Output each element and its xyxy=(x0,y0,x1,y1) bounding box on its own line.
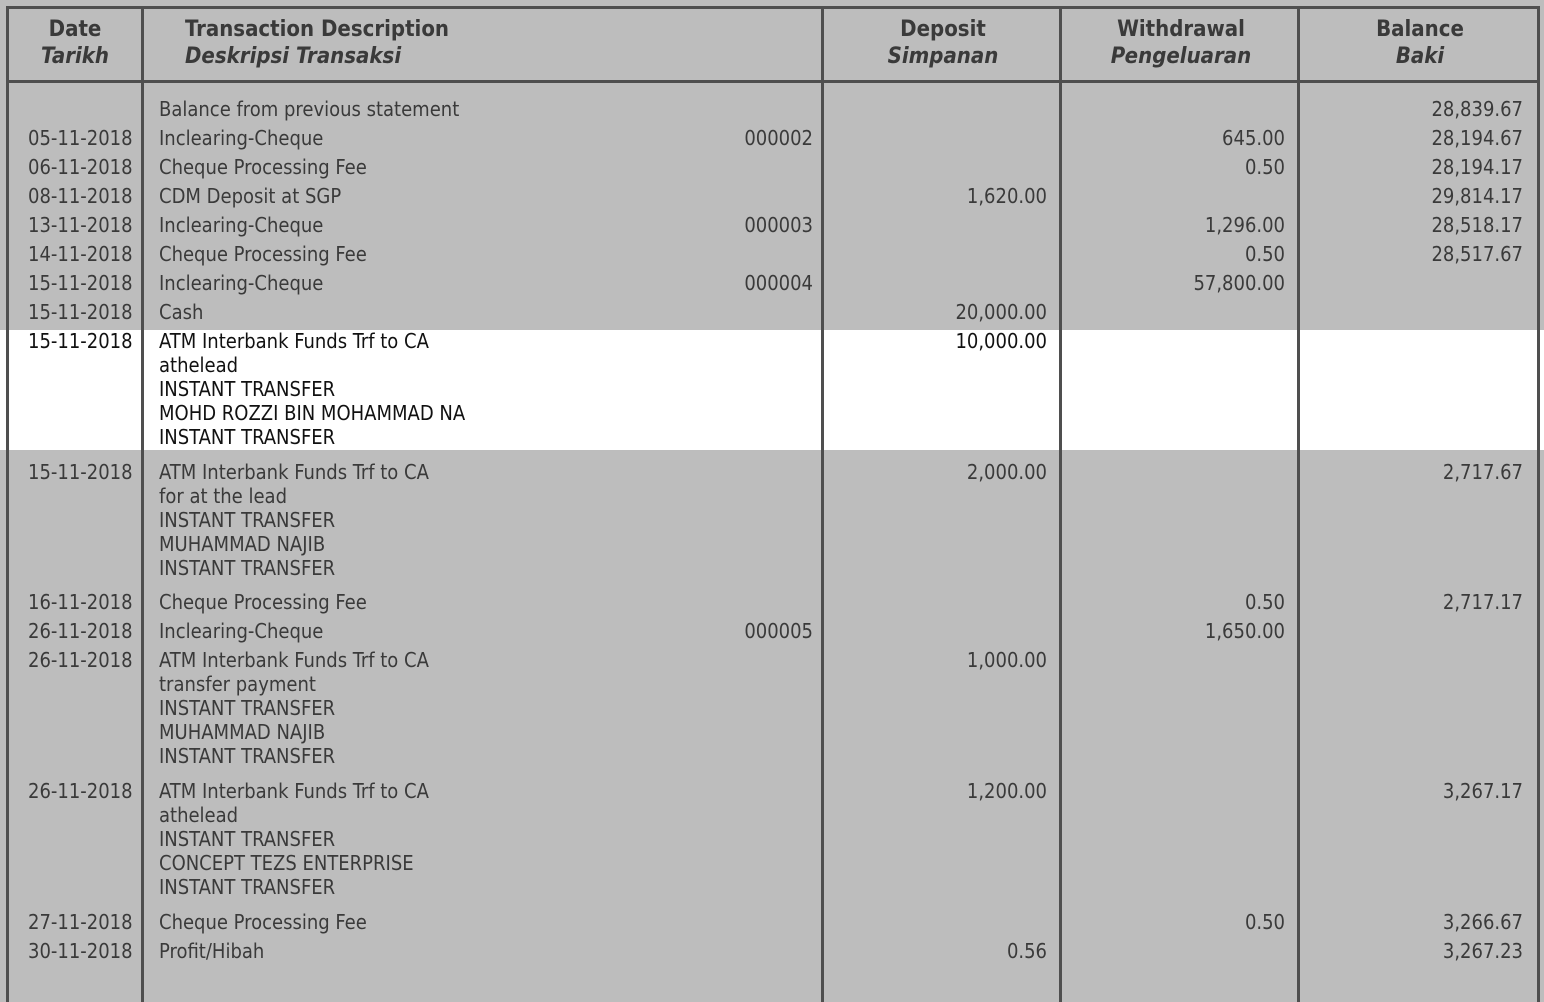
row-date: 30-11-2018 xyxy=(28,939,133,963)
description-line: INSTANT TRANSFER xyxy=(159,744,336,768)
row-deposit: 0.56 xyxy=(1006,939,1047,963)
header-deposit-ms: Simpanan xyxy=(887,44,999,69)
row-date: 26-11-2018 xyxy=(28,779,133,803)
row-deposit: 10,000.00 xyxy=(955,329,1047,353)
row-date: 26-11-2018 xyxy=(28,619,133,643)
row-balance: 3,266.67 xyxy=(1442,910,1523,934)
header-deposit-en: Deposit xyxy=(900,17,986,42)
description-line: INSTANT TRANSFER xyxy=(159,696,336,720)
row-deposit: 1,620.00 xyxy=(966,184,1047,208)
description-line: INSTANT TRANSFER xyxy=(159,508,336,532)
table-right-border xyxy=(1537,6,1540,1002)
description-line: Inclearing-Cheque xyxy=(159,619,324,643)
row-reference: 000005 xyxy=(744,619,813,643)
row-description xyxy=(159,213,323,237)
description-line: ATM Interbank Funds Trf to CA xyxy=(159,329,429,353)
row-description xyxy=(159,126,323,150)
column-divider-description xyxy=(821,6,824,1002)
row-withdrawal: 0.50 xyxy=(1244,910,1285,934)
row-date: 26-11-2018 xyxy=(28,648,133,672)
row-date: 05-11-2018 xyxy=(28,126,133,150)
row-balance: 3,267.23 xyxy=(1442,939,1523,963)
row-deposit: 1,000.00 xyxy=(966,648,1047,672)
description-line: CONCEPT TEZS ENTERPRISE xyxy=(159,851,414,875)
row-withdrawal: 0.50 xyxy=(1244,155,1285,179)
header-date xyxy=(9,16,141,76)
row-reference: 000003 xyxy=(744,213,813,237)
row-description xyxy=(159,97,459,121)
row-date: 15-11-2018 xyxy=(28,460,133,484)
row-date: 14-11-2018 xyxy=(28,242,133,266)
row-description xyxy=(159,329,465,449)
column-divider-deposit xyxy=(1059,6,1062,1002)
row-description xyxy=(159,300,203,324)
header-balance xyxy=(1300,16,1540,76)
column-divider-withdrawal xyxy=(1297,6,1300,1002)
row-description xyxy=(159,242,367,266)
row-withdrawal: 0.50 xyxy=(1244,242,1285,266)
header-withdrawal-en: Withdrawal xyxy=(1117,17,1245,42)
row-description xyxy=(159,910,367,934)
row-description xyxy=(159,460,429,580)
row-description xyxy=(159,155,367,179)
row-description xyxy=(159,619,323,643)
row-description xyxy=(159,779,429,899)
description-line: INSTANT TRANSFER xyxy=(159,377,336,401)
description-line: Balance from previous statement xyxy=(159,97,460,121)
row-withdrawal: 1,650.00 xyxy=(1204,619,1285,643)
description-line: Inclearing-Cheque xyxy=(159,126,324,150)
row-withdrawal: 645.00 xyxy=(1222,126,1285,150)
description-line: INSTANT TRANSFER xyxy=(159,827,336,851)
row-reference: 000002 xyxy=(744,126,813,150)
header-withdrawal-ms: Pengeluaran xyxy=(1110,44,1252,69)
row-date: 15-11-2018 xyxy=(28,271,133,295)
row-balance: 2,717.17 xyxy=(1442,590,1523,614)
row-balance: 29,814.17 xyxy=(1431,184,1523,208)
description-line: Inclearing-Cheque xyxy=(159,271,324,295)
row-date: 13-11-2018 xyxy=(28,213,133,237)
header-date-ms: Tarikh xyxy=(40,44,110,69)
row-date: 16-11-2018 xyxy=(28,590,133,614)
description-line: MUHAMMAD NAJIB xyxy=(159,532,326,556)
row-balance: 28,839.67 xyxy=(1431,97,1523,121)
row-date: 27-11-2018 xyxy=(28,910,133,934)
row-description xyxy=(159,184,341,208)
header-deposit xyxy=(824,16,1062,76)
row-description xyxy=(159,648,429,768)
description-line: Cheque Processing Fee xyxy=(159,590,367,614)
header-date-en: Date xyxy=(48,17,102,42)
row-description xyxy=(159,590,367,614)
header-description-ms: Deskripsi Transaksi xyxy=(185,44,402,69)
row-balance: 28,517.67 xyxy=(1431,242,1523,266)
description-line: for at the lead xyxy=(159,484,287,508)
description-line: Cheque Processing Fee xyxy=(159,242,367,266)
row-balance: 28,518.17 xyxy=(1431,213,1523,237)
row-reference: 000004 xyxy=(744,271,813,295)
row-balance: 2,717.67 xyxy=(1442,460,1523,484)
row-date: 15-11-2018 xyxy=(28,300,133,324)
column-divider-date xyxy=(141,6,144,1002)
row-balance: 3,267.17 xyxy=(1442,779,1523,803)
header-description xyxy=(185,16,805,76)
description-line: transfer payment xyxy=(159,672,316,696)
row-date: 08-11-2018 xyxy=(28,184,133,208)
table-top-border xyxy=(6,6,1540,9)
description-line: CDM Deposit at SGP xyxy=(159,184,342,208)
row-withdrawal: 57,800.00 xyxy=(1193,271,1285,295)
header-description-en: Transaction Description xyxy=(185,17,450,42)
row-withdrawal: 1,296.00 xyxy=(1204,213,1285,237)
table-left-border xyxy=(6,6,9,1002)
description-line: INSTANT TRANSFER xyxy=(159,425,336,449)
row-deposit: 20,000.00 xyxy=(955,300,1047,324)
header-balance-ms: Baki xyxy=(1395,44,1445,69)
description-line: Cash xyxy=(159,300,204,324)
description-line: Cheque Processing Fee xyxy=(159,910,367,934)
description-line: INSTANT TRANSFER xyxy=(159,875,336,899)
header-withdrawal xyxy=(1062,16,1300,76)
description-line: Inclearing-Cheque xyxy=(159,213,324,237)
description-line: Profit/Hibah xyxy=(159,939,265,963)
description-line: ATM Interbank Funds Trf to CA xyxy=(159,648,429,672)
description-line: MUHAMMAD NAJIB xyxy=(159,720,326,744)
row-date: 15-11-2018 xyxy=(28,329,133,353)
description-line: athelead xyxy=(159,803,239,827)
row-deposit: 2,000.00 xyxy=(966,460,1047,484)
row-balance: 28,194.67 xyxy=(1431,126,1523,150)
row-description xyxy=(159,939,264,963)
description-line: ATM Interbank Funds Trf to CA xyxy=(159,779,429,803)
description-line: MOHD ROZZI BIN MOHAMMAD NA xyxy=(159,401,466,425)
description-line: Cheque Processing Fee xyxy=(159,155,367,179)
row-date: 06-11-2018 xyxy=(28,155,133,179)
row-withdrawal: 0.50 xyxy=(1244,590,1285,614)
header-divider xyxy=(6,80,1540,83)
description-line: INSTANT TRANSFER xyxy=(159,556,336,580)
row-deposit: 1,200.00 xyxy=(966,779,1047,803)
header-balance-en: Balance xyxy=(1376,17,1464,42)
row-balance: 28,194.17 xyxy=(1431,155,1523,179)
description-line: ATM Interbank Funds Trf to CA xyxy=(159,460,429,484)
description-line: athelead xyxy=(159,353,239,377)
row-description xyxy=(159,271,323,295)
